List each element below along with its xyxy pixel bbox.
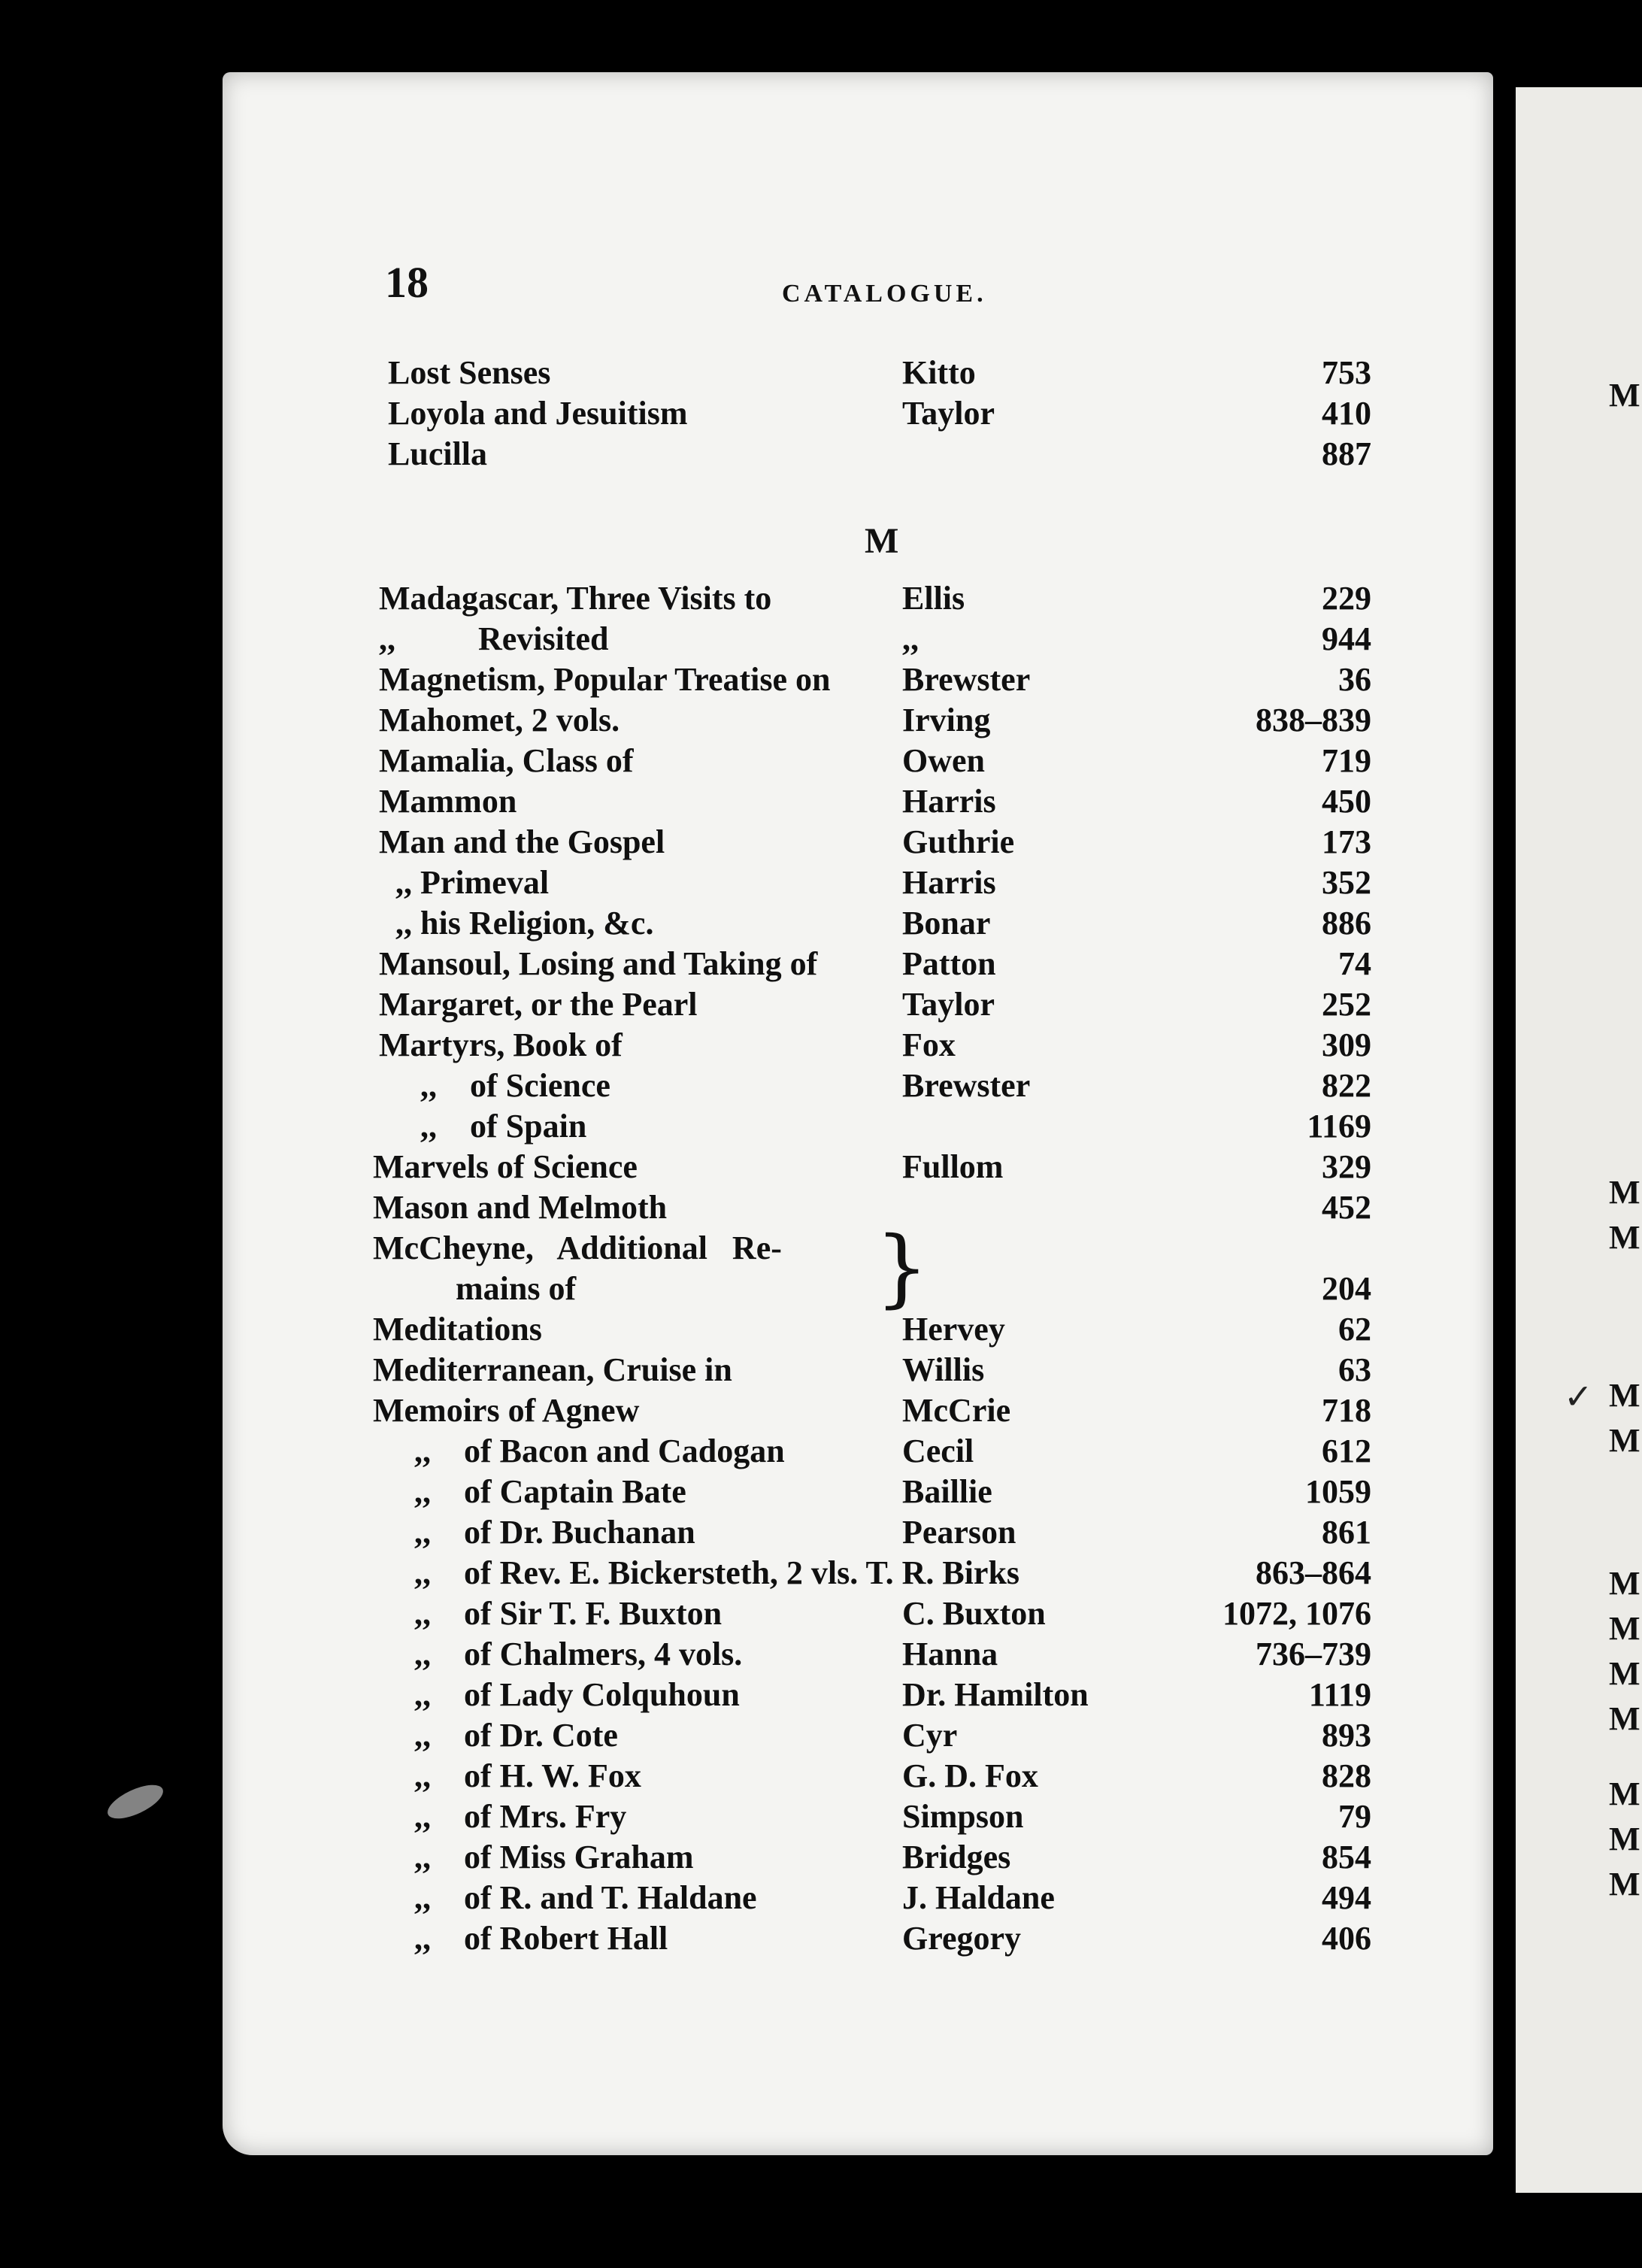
entry-number: 854 [1322,1839,1371,1875]
entry-author: Willis [902,1351,985,1388]
catalogue-entry [0,701,1642,741]
entry-title: McCheyne, Additional Re- [373,1230,782,1266]
catalogue-entry [0,863,1642,904]
entry-title: ,, of Chalmers, 4 vols. [373,1636,743,1672]
entry-title: Margaret, or the Pearl [379,986,698,1023]
entry-number: 719 [1322,742,1371,779]
catalogue-entry [0,1188,1642,1229]
facing-page-letter: M [1609,1219,1640,1256]
entry-number: 74 [1338,945,1371,982]
entry-author: Gregory [902,1920,1022,1957]
entry-number: 329 [1322,1148,1371,1185]
entry-author: Owen [902,742,985,779]
catalogue-entry [0,1635,1642,1675]
entry-title: ,, of R. and T. Haldane [373,1879,757,1916]
running-head: CATALOGUE. [782,280,987,308]
entry-title: Madagascar, Three Visits to [379,580,772,617]
entry-number: 944 [1322,620,1371,657]
facing-page-fragments [1609,0,1642,2268]
entry-author: Hervey [902,1311,1005,1348]
entry-number: 36 [1338,661,1371,698]
entry-title: Loyola and Jesuitism [388,395,688,432]
entry-title: ,, of Miss Graham [373,1839,694,1875]
entry-number: 612 [1322,1433,1371,1469]
entry-title: Man and the Gospel [379,823,665,860]
entry-title: Martyrs, Book of [379,1026,623,1063]
section-letter: M [865,521,899,561]
entry-title: Mansoul, Losing and Taking of [379,945,818,982]
entry-number: 753 [1322,354,1371,391]
entry-title: Lost Senses [388,354,551,391]
entry-number: 893 [1322,1717,1371,1754]
entry-title: ,, of Mrs. Fry [373,1798,627,1835]
catalogue-entry [0,741,1642,782]
catalogue-entry [0,944,1642,985]
catalogue-entry [0,1026,1642,1066]
catalogue-entry [0,1513,1642,1554]
entry-number: 410 [1322,395,1371,432]
entry-title: ,, of Sir T. F. Buxton [373,1595,723,1632]
entry-author: McCrie [902,1392,1011,1429]
page-number: 18 [385,258,429,307]
entry-author: Hanna [902,1636,998,1672]
catalogue-entry [0,1066,1642,1107]
entry-title: ,, of Dr. Cote [373,1717,618,1754]
entry-title: Marvels of Science [373,1148,638,1185]
entry-author: Guthrie [902,823,1015,860]
facing-page-letter: M [1609,1821,1640,1857]
entry-number: 450 [1322,783,1371,820]
entry-author: Dr. Hamilton [902,1676,1089,1713]
entry-number: 822 [1322,1067,1371,1104]
entry-number: 887 [1322,435,1371,472]
facing-page-letter: M [1609,1377,1640,1414]
catalogue-entry [0,1391,1642,1432]
entry-number: 861 [1322,1514,1371,1551]
catalogue-entry [0,782,1642,823]
entry-number: 1059 [1305,1473,1371,1510]
entry-number: 62 [1338,1311,1371,1348]
entry-author: Cyr [902,1717,958,1754]
entry-author: G. D. Fox [902,1757,1038,1794]
entry-number: 1072, 1076 [1222,1595,1371,1632]
catalogue-entry [0,985,1642,1026]
catalogue-entry [0,1919,1642,1960]
catalogue-entry [0,1351,1642,1391]
entry-author: Brewster [902,661,1031,698]
entry-title: Mediterranean, Cruise in [373,1351,732,1388]
catalogue-entry [0,1838,1642,1878]
entry-title: Mahomet, 2 vols. [379,702,620,738]
entry-title: Magnetism, Popular Treatise on [379,661,831,698]
entry-number: 229 [1322,580,1371,617]
entry-author: Bonar [902,905,991,941]
catalogue-entry [0,435,1642,475]
catalogue-entry [0,823,1642,863]
entry-title: ,, of Lady Colquhoun [373,1676,740,1713]
entry-author: Baillie [902,1473,992,1510]
facing-page-letter: M [1609,1866,1640,1903]
entry-title: Mason and Melmoth [373,1189,668,1226]
entry-author: J. Haldane [902,1879,1055,1916]
entry-title: Mamalia, Class of [379,742,634,779]
facing-page-letter: M [1609,1700,1640,1737]
entry-title: ,, of Spain [379,1108,587,1145]
entry-author: Harris [902,864,996,901]
entry-number: 494 [1322,1879,1371,1916]
catalogue-entry [0,1148,1642,1188]
catalogue-entry [0,1716,1642,1757]
entry-author: Harris [902,783,996,820]
catalogue-entry [0,904,1642,944]
entry-number: 352 [1322,864,1371,901]
entry-number: 204 [1322,1270,1371,1307]
facing-page-letter: M [1609,1775,1640,1812]
entry-author: Patton [902,945,996,982]
facing-page-letter: M [1609,1610,1640,1647]
entry-title: ,, of Robert Hall [373,1920,668,1957]
entry-author: Cecil [902,1433,974,1469]
entry-author: Simpson [902,1798,1024,1835]
entry-title: ,, of Science [379,1067,610,1104]
catalogue-entry [0,1472,1642,1513]
entry-number: 452 [1322,1189,1371,1226]
catalogue-entry [0,1797,1642,1838]
entry-title: ,, of Rev. E. Bickersteth, 2 vls. T. R. Birks [373,1554,1020,1591]
catalogue-entry [0,394,1642,435]
catalogue-entry [0,353,1642,394]
entry-number: 63 [1338,1351,1371,1388]
facing-page-letter: M [1609,1565,1640,1602]
entry-number: 252 [1322,986,1371,1023]
entry-number: 838–839 [1256,702,1371,738]
entry-author: Ellis [902,580,965,617]
catalogue-entry [0,1594,1642,1635]
entry-author: C. Buxton [902,1595,1046,1632]
catalogue-entry [0,579,1642,620]
catalogue-entry [0,1432,1642,1472]
entry-number: 309 [1322,1026,1371,1063]
catalogue-entry [0,1310,1642,1351]
entry-author: Brewster [902,1067,1031,1104]
entry-number: 863–864 [1256,1554,1371,1591]
catalogue-entry [0,660,1642,701]
entry-author: Fox [902,1026,956,1063]
catalogue-entry [0,620,1642,660]
entry-number: 886 [1322,905,1371,941]
catalogue-entry [0,1675,1642,1716]
entry-title: mains of [373,1270,577,1307]
entry-author: Fullom [902,1148,1004,1185]
catalogue-entry [0,1878,1642,1919]
entry-title: ,, Revisited [379,620,609,657]
brace-mark: } [875,1219,929,1317]
facing-page-letter: M [1609,1174,1640,1211]
entry-title: ,, his Religion, &c. [379,905,654,941]
entry-title: ,, of Captain Bate [373,1473,686,1510]
page-header [0,0,1642,331]
facing-page-letter: M [1609,377,1640,414]
entry-number: 1119 [1308,1676,1371,1713]
entry-title: Memoirs of Agnew [373,1392,640,1429]
entry-author: Taylor [902,395,995,432]
entry-title: ,, of Dr. Buchanan [373,1514,695,1551]
entry-number: 828 [1322,1757,1371,1794]
catalogue-entry [0,1107,1642,1148]
entry-author: Bridges [902,1839,1011,1875]
entry-title: Lucilla [388,435,488,472]
entry-title: ,, of H. W. Fox [373,1757,641,1794]
catalogue-entry [0,1229,1642,1269]
entry-number: 173 [1322,823,1371,860]
catalogue-entry [0,1757,1642,1797]
entry-number: 1169 [1307,1108,1371,1145]
entry-number: 718 [1322,1392,1371,1429]
entry-title: Meditations [373,1311,542,1348]
facing-page-letter: M [1609,1655,1640,1692]
catalogue-entry [0,1554,1642,1594]
catalogue-entry [0,1269,1642,1310]
entry-title: ,, Primeval [379,864,550,901]
entry-author: Taylor [902,986,995,1023]
entry-author: Irving [902,702,991,738]
entry-number: 736–739 [1256,1636,1371,1672]
entry-title: Mammon [379,783,517,820]
entry-title: ,, of Bacon and Cadogan [373,1433,785,1469]
entry-author: Kitto [902,354,976,391]
entry-number: 406 [1322,1920,1371,1957]
facing-page-letter: M [1609,1422,1640,1459]
checkmark-icon: ✓ [1564,1376,1593,1417]
entry-number: 79 [1338,1798,1371,1835]
entry-author: ,, [902,620,919,657]
entry-author: Pearson [902,1514,1016,1551]
